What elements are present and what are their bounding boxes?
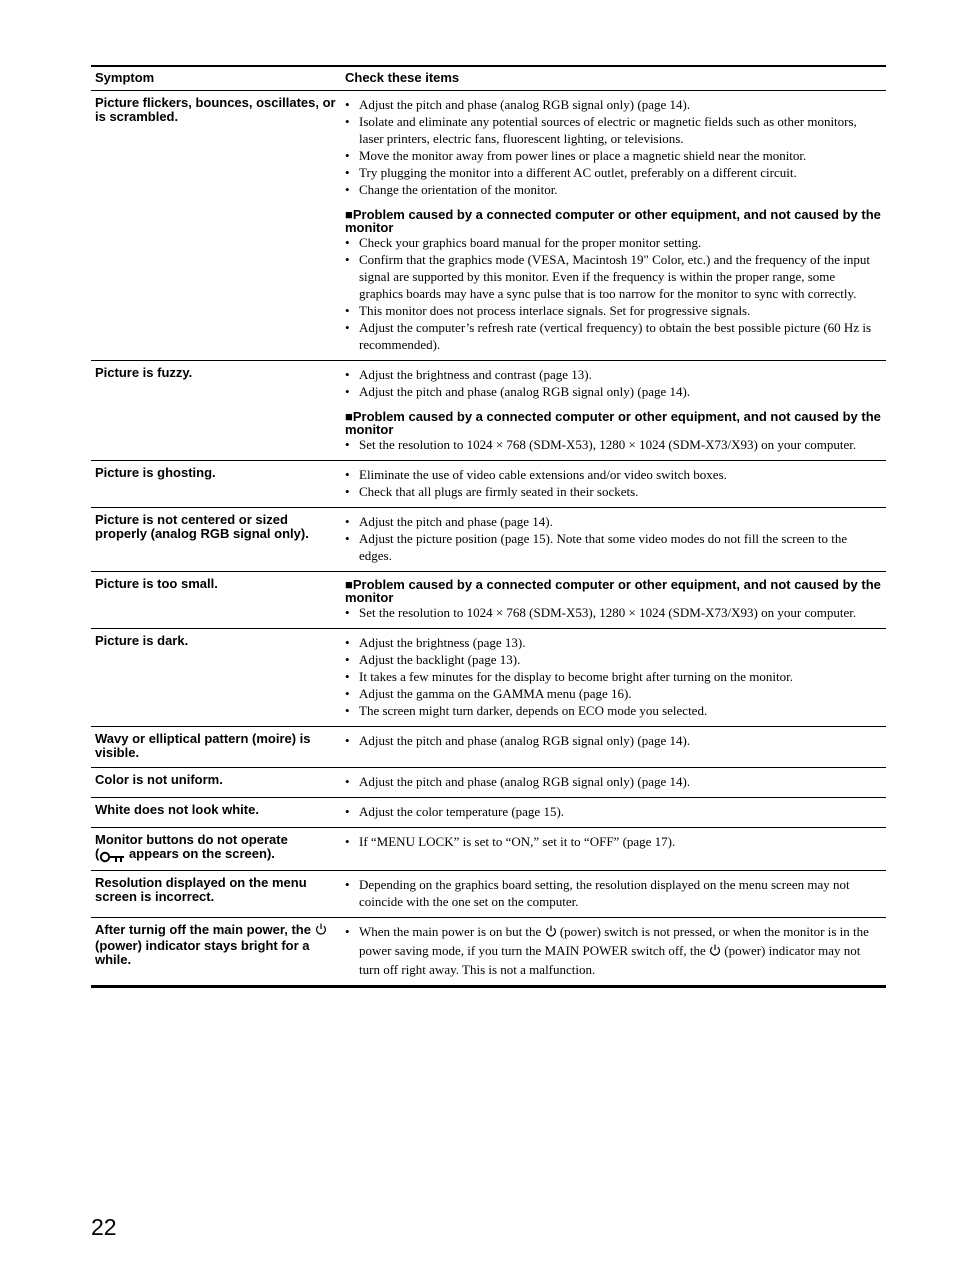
- power-icon: [315, 923, 327, 939]
- list-item: • Confirm that the graphics mode (VESA, Macintosh 19" Color, etc.) and the frequency of the input signal are supported by this monitor. Even if the frequency is within the proper range, some graphics boards may have a sync pulse that is too narrow for the monitor to sync with correctly.: [345, 251, 882, 302]
- list-item: • Move the monitor away from power lines or place a magnetic shield near the monitor.: [345, 147, 882, 164]
- check-list: [345, 466, 882, 500]
- symptom-cell: Picture is not centered or sized properly (analog RGB signal only).: [95, 512, 309, 541]
- table-row: [91, 507, 886, 571]
- check-list: [345, 604, 882, 621]
- check-list: [345, 366, 882, 400]
- check-list: [345, 803, 882, 820]
- power-icon: [545, 925, 557, 942]
- symptom-cell: Picture is too small.: [95, 576, 218, 591]
- check-list: [345, 732, 882, 749]
- check-cell: [341, 768, 886, 797]
- symptom-text: (: [95, 846, 100, 861]
- symptom-cell: Wavy or elliptical pattern (moire) is visible.: [95, 731, 311, 760]
- list-item: • Adjust the brightness and contrast (page 13).: [345, 366, 882, 383]
- list-item: • Set the resolution to 1024 × 768 (SDM-X53), 1280 × 1024 (SDM-X73/X93) on your computer.: [345, 436, 882, 453]
- table-row: [91, 827, 886, 870]
- check-list: [345, 773, 882, 790]
- table-row: [91, 571, 886, 628]
- list-item: • Check that all plugs are firmly seated in their sockets.: [345, 483, 882, 500]
- list-item: • Isolate and eliminate any potential sources of electric or magnetic fields such as other monitors, laser printers, electric fans, fluorescent lighting, or televisions.: [345, 113, 882, 147]
- item-text: When the main power is on but the: [359, 924, 542, 939]
- table-row: [91, 628, 886, 726]
- table-row: [91, 460, 886, 507]
- page-number: 22: [91, 1214, 117, 1240]
- list-item: • Check your graphics board manual for the proper monitor setting.: [345, 234, 882, 251]
- check-cell: [341, 508, 886, 571]
- table-row: [91, 726, 886, 767]
- check-cell: [341, 629, 886, 726]
- symptom-cell: [91, 828, 341, 870]
- troubleshooting-table: [91, 65, 886, 988]
- list-item: • Adjust the pitch and phase (analog RGB signal only) (page 14).: [345, 96, 882, 113]
- list-item: • Depending on the graphics board setting, the resolution displayed on the menu screen may not coincide with the one set on the computer.: [345, 876, 882, 910]
- symptom-text: (power) indicator stays bright for a while.: [95, 938, 310, 967]
- table-row: [91, 797, 886, 827]
- list-item: • Eliminate the use of video cable extensions and/or video switch boxes.: [345, 466, 882, 483]
- list-item: • Adjust the computer’s refresh rate (vertical frequency) to obtain the best possible picture (60 Hz is recommended).: [345, 319, 882, 353]
- check-list: [345, 96, 882, 198]
- list-item: • Adjust the pitch and phase (page 14).: [345, 513, 882, 530]
- item-text: (power) indicator may not turn off right away. This is not a malfunction.: [359, 943, 861, 977]
- list-item: • Adjust the brightness (page 13).: [345, 634, 882, 651]
- list-item: • The screen might turn darker, depends on ECO mode you selected.: [345, 702, 882, 719]
- check-list: [345, 833, 882, 850]
- check-list: [345, 513, 882, 564]
- symptom-column-header: Symptom: [95, 70, 155, 85]
- check-cell: [341, 798, 886, 827]
- check-cell: [341, 871, 886, 917]
- check-column-header: Check these items: [345, 70, 460, 85]
- check-cell: [341, 918, 886, 985]
- list-item: • Adjust the backlight (page 13).: [345, 651, 882, 668]
- list-item: • Adjust the pitch and phase (analog RGB signal only) (page 14).: [345, 773, 882, 790]
- symptom-cell: Picture is dark.: [95, 633, 189, 648]
- check-cell: [341, 91, 886, 360]
- table-header-row: [91, 67, 886, 91]
- list-item: • Adjust the gamma on the GAMMA menu (page 16).: [345, 685, 882, 702]
- list-item: • Adjust the picture position (page 15). Note that some video modes do not fill the screen to the edges.: [345, 530, 882, 564]
- symptom-text: After turnig off the main power, the: [95, 922, 311, 937]
- symptom-cell: Color is not uniform.: [95, 772, 223, 787]
- check-list: [345, 634, 882, 719]
- check-list: [345, 923, 882, 978]
- symptom-text: appears on the screen).: [125, 846, 275, 861]
- symptom-cell: Resolution displayed on the menu screen is incorrect.: [95, 875, 307, 904]
- check-cell: [341, 727, 886, 767]
- list-item: [345, 923, 882, 978]
- problem-subheading: ■Problem caused by a connected computer or other equipment, and not caused by the monitor: [345, 577, 881, 605]
- check-list: [345, 436, 882, 453]
- list-item: • Set the resolution to 1024 × 768 (SDM-X53), 1280 × 1024 (SDM-X73/X93) on your computer.: [345, 604, 882, 621]
- list-item: • Adjust the pitch and phase (analog RGB signal only) (page 14).: [345, 383, 882, 400]
- check-cell: [341, 572, 886, 628]
- symptom-text: Monitor buttons do not operate: [95, 832, 288, 847]
- table-row: [91, 91, 886, 360]
- symptom-cell: [91, 918, 341, 985]
- check-list: [345, 876, 882, 910]
- key-icon: [99, 849, 125, 863]
- problem-subheading: ■Problem caused by a connected computer or other equipment, and not caused by the monitor: [345, 207, 881, 235]
- symptom-cell: Picture is ghosting.: [95, 465, 216, 480]
- table-row: [91, 360, 886, 460]
- list-item: • Adjust the pitch and phase (analog RGB signal only) (page 14).: [345, 732, 882, 749]
- power-icon: [709, 944, 721, 961]
- list-item: • Adjust the color temperature (page 15).: [345, 803, 882, 820]
- list-item: • Try plugging the monitor into a different AC outlet, preferably on a different circuit.: [345, 164, 882, 181]
- symptom-cell: Picture flickers, bounces, oscillates, or is scrambled.: [95, 95, 336, 124]
- list-item: • It takes a few minutes for the display to become bright after turning on the monitor.: [345, 668, 882, 685]
- table-row: [91, 767, 886, 797]
- check-list: [345, 234, 882, 353]
- problem-subheading: ■Problem caused by a connected computer or other equipment, and not caused by the monitor: [345, 409, 881, 437]
- check-cell: [341, 828, 886, 870]
- symptom-cell: White does not look white.: [95, 802, 259, 817]
- list-item: • Change the orientation of the monitor.: [345, 181, 882, 198]
- list-item: • If “MENU LOCK” is set to “ON,” set it to “OFF” (page 17).: [345, 833, 882, 850]
- check-cell: [341, 461, 886, 507]
- table-row: [91, 917, 886, 985]
- check-cell: [341, 361, 886, 460]
- table-row: [91, 870, 886, 917]
- item-text: (power) switch is not pressed, or when the monitor is in the power saving mode, if you turn the MAIN POWER switch off, the: [359, 924, 869, 958]
- list-item: • This monitor does not process interlace signals. Set for progressive signals.: [345, 302, 882, 319]
- symptom-cell: Picture is fuzzy.: [95, 365, 193, 380]
